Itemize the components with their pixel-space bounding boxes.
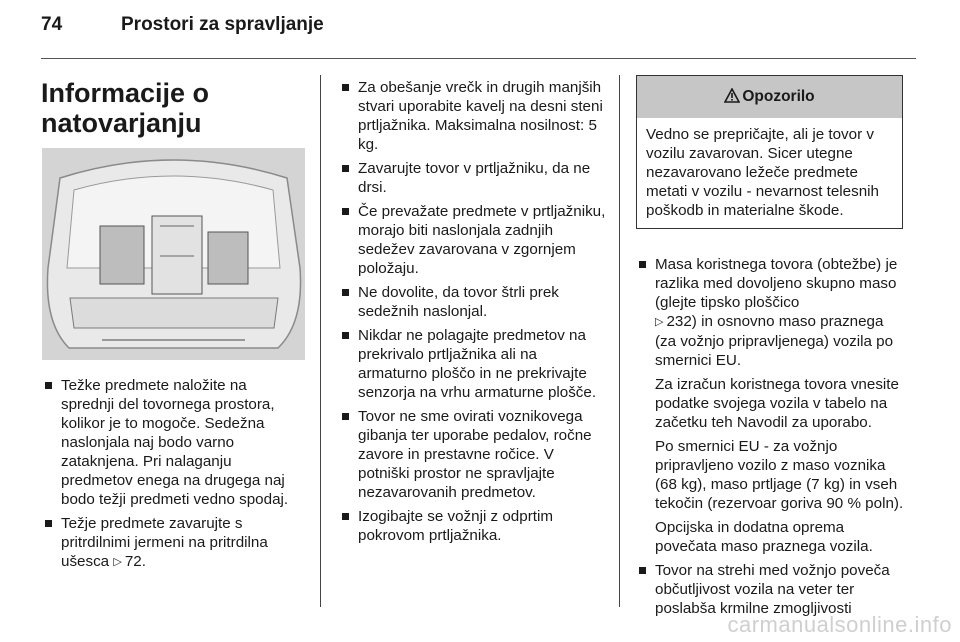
- page-number: 74: [41, 14, 63, 35]
- warning-header: [637, 76, 902, 118]
- warning-triangle-icon: [724, 78, 740, 120]
- header-rule: [41, 58, 916, 59]
- list-item: Izogibajte se vožnji z odprtim pokrovom prtljažnika.: [339, 507, 607, 545]
- warning-box: [636, 75, 903, 229]
- trunk-drawing: [42, 148, 305, 360]
- list-item: Nikdar ne polagajte predmetov na prekrivalo prtljažnika ali na armaturno ploščo in ne prekrivajte senzorja na vrhu armaturne plošče.: [339, 326, 607, 402]
- page-reference[interactable]: 72.: [124, 553, 146, 570]
- list-item: Če prevažate predmete v prtljažniku, morajo biti naslonjala zadnjih sedežev zavarovana v zgornjem položaju.: [339, 202, 607, 278]
- warning-text: Vedno se prepričajte, ali je tovor v vozilu zavarovan. Sicer utegne nezavarovano ležeče predmete metati v vozilu - nevarnost telesnih poškodb in materialne škode.: [646, 126, 879, 219]
- paragraph: Opcijska in dodatna oprema povečata maso praznega vozila.: [655, 519, 873, 555]
- warning-title: Opozorilo: [742, 88, 815, 105]
- cross-reference-icon: ▷: [113, 556, 122, 568]
- chapter-title: Prostori za spravljanje: [121, 14, 324, 35]
- section-title-line-1: Informacije o: [41, 78, 210, 108]
- list-item: Ne dovolite, da tovor štrli prek sedežnih naslonjal.: [339, 283, 607, 321]
- watermark: carmanualsonline.info: [727, 612, 952, 637]
- cross-reference-icon: ▷: [655, 316, 664, 328]
- section-title-line-2: natovarjanju: [41, 108, 202, 138]
- list-item: Zavarujte tovor v prtljažniku, da ne drsi.: [339, 159, 607, 197]
- bullet-text-continued: 232) in osnovno maso praznega (za vožnjo pripravljenega) vozila po smernici EU.: [655, 313, 894, 369]
- list-item: Za obešanje vrečk in drugih manjših stvari uporabite kavelj na desni steni prtljažnika. Maksimalna nosilnost: 5 kg.: [339, 78, 607, 154]
- column-divider-1: [320, 75, 321, 607]
- list-item: [636, 255, 906, 370]
- bullet-text: Masa koristnega tovora (obtežbe) je razlika med dovoljeno skupno maso (glejte tipsko ploščico: [655, 256, 898, 311]
- bullet-text: Težje predmete zavarujte s pritrdilnimi jermeni na pritrdilna ušesca: [61, 515, 268, 570]
- list-item: Težke predmete naložite na sprednji del tovornega prostora, kolikor je to mogoče. Sedežna naslonjala naj bodo varno zataknjena. Pri nalaganju predmetov enega na drugega naj bodo težji predmeti vedno spodaj.: [42, 376, 304, 509]
- cargo-illustration: [42, 148, 305, 360]
- column-divider-2: [619, 75, 620, 607]
- paragraph: Po smernici EU - za vožnjo pripravljeno vozilo z maso voznika (68 kg), maso prtljage (7 kg) in vseh tekočin (rezervoar goriva 90 % poln).: [655, 438, 904, 512]
- list-item: Tovor na strehi med vožnjo poveča občutljivost vozila na veter ter poslabša krmilne zmogljivosti: [636, 561, 906, 618]
- list-item: [42, 514, 304, 572]
- page-header: [41, 14, 324, 36]
- column-1: [42, 376, 304, 577]
- section-title: [41, 78, 291, 138]
- column-3: [636, 255, 906, 623]
- paragraph: Za izračun koristnega tovora vnesite podatke svojega vozila v tabelo na začetku teh Navodil za uporabo.: [655, 376, 899, 431]
- column-2: [339, 78, 607, 550]
- list-item: Tovor ne sme ovirati voznikovega gibanja ter uporabe pedalov, ročne zavore in prestavne ročice. V potniški prostor ne spravljajte nezavarovanih predmetov.: [339, 407, 607, 502]
